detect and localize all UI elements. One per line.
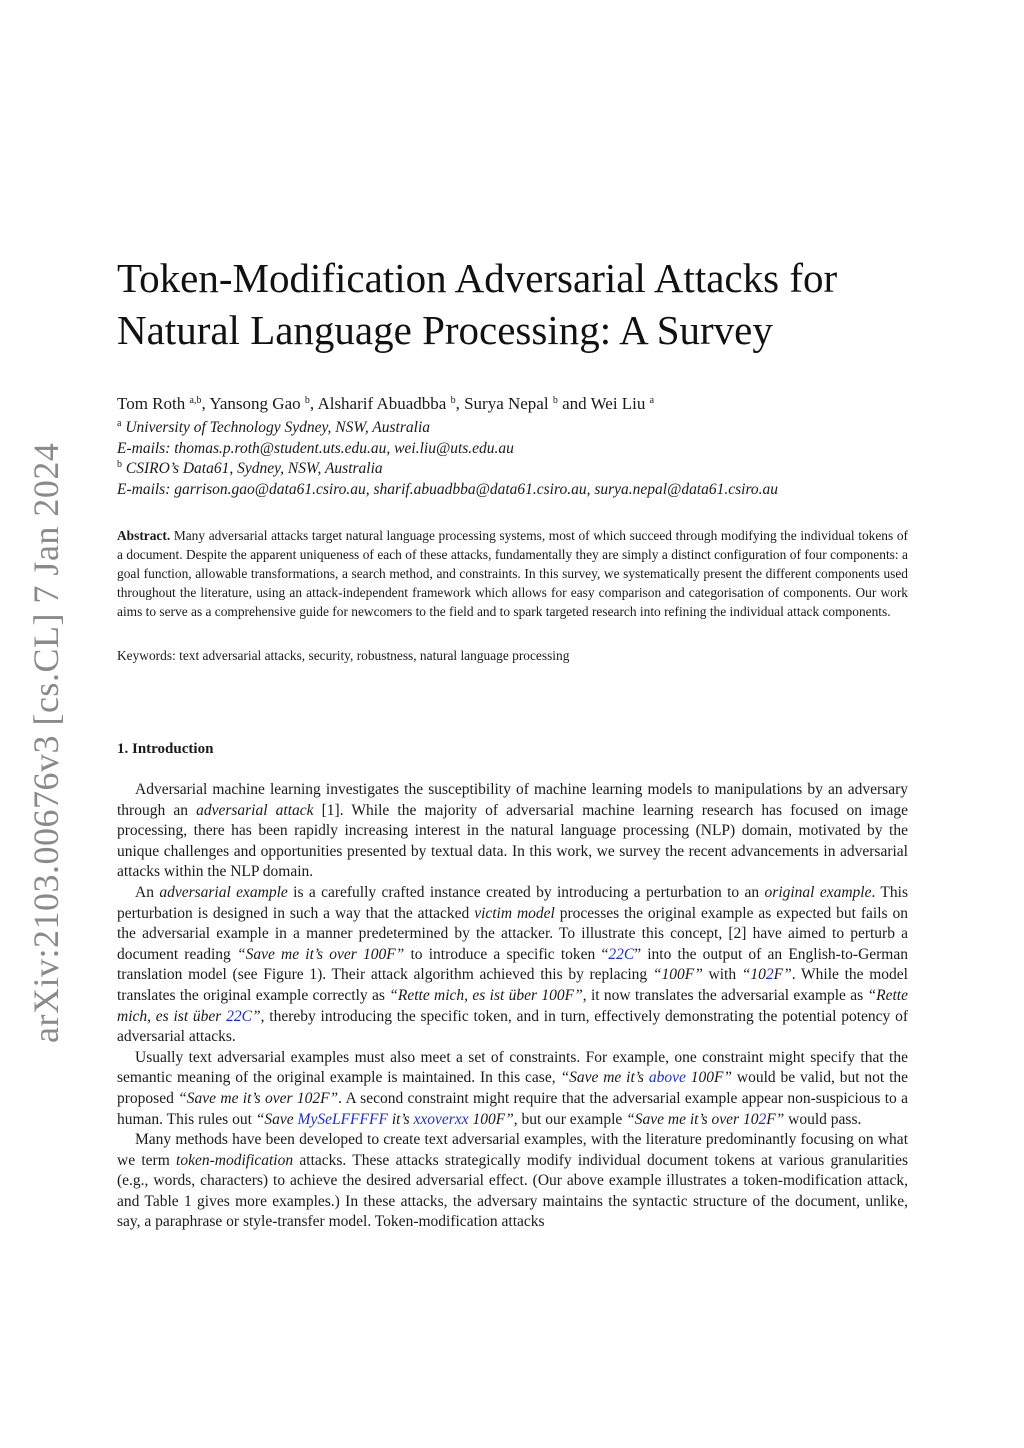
abstract-text: Many adversarial attacks target natural language processing systems, most of which succeed through modifying the individual tokens of a document. Despite the apparent uniqueness of each of these attacks, fundamentally they are simply a distinct configuration of four components: a goal function, allowable transformations, a search method, and constraints. In this survey, we systematically present the different components used throughout the literature, using an attack-independent framework which allows for easy comparison and categorisation of components. Our work aims to serve as a comprehensive guide for newcomers to the field and to spark targeted research into refining the individual attack components. <box>117 528 908 619</box>
text-run: “Rette mich, es ist über 100F” <box>389 986 583 1004</box>
text-run: . A second constraint might require that the adversarial example appear non-suspicious to a human. This rules out <box>117 1089 908 1128</box>
text-run: . While the model translates the original example correctly as <box>117 966 908 1004</box>
text-run: would be valid, but not the proposed <box>117 1069 909 1107</box>
email-line: E-mails: garrison.gao@data61.csiro.au, sharif.abuadbba@data61.csiro.au, surya.nepal@data61.csiro.au <box>117 481 779 498</box>
email-line: E-mails: thomas.p.roth@student.uts.edu.au, wei.liu@uts.edu.au <box>117 440 514 457</box>
text-run: is a carefully crafted instance created by introducing a perturbation to an <box>287 883 765 901</box>
text-run: processes the original example as expected but fails on the adversarial example in a manner predetermined by the attacker. To illustrate this concept, [2] have aimed to perturb a document reading <box>117 904 908 963</box>
text-run: adversarial attack <box>196 801 314 819</box>
text-run: “Save me it’s over 102F” <box>178 1089 339 1107</box>
text-run: attacks. These attacks strategically modify individual document tokens at various granularities (e.g., words, characters) to achieve the desired adversarial effect. (Our above example illustrates a token-modification attack, and Table 1 gives more examples.) In these attacks, the adversary maintains the syntactic structure of the document, unlike, say, a paraphrase or style-transfer model. Token-modification attacks <box>117 1151 909 1231</box>
text-run: 100F” <box>685 1069 733 1087</box>
text-run: “Save me it’s over 10 <box>626 1110 759 1128</box>
body-paragraph <box>117 883 908 1048</box>
abstract <box>117 526 908 621</box>
abstract-label: Abstract. <box>117 528 171 543</box>
text-run: original example <box>764 883 872 901</box>
text-run: victim model <box>474 904 555 922</box>
text-run: F” <box>773 966 792 984</box>
text-run: ” into the output of an English-to-German translation model (see Figure 1). Their attack algorithm achieved this by replacing <box>117 945 908 984</box>
highlighted-token: 2 <box>758 1110 767 1128</box>
title-line-2: Natural Language Processing: A Survey <box>117 307 773 353</box>
paper-title <box>117 252 917 356</box>
text-run: with <box>702 966 742 984</box>
highlighted-token: MySeLFFFFF <box>297 1110 388 1128</box>
author: Tom Roth $^{a,b}$ <box>117 394 202 413</box>
text-run: , but our example <box>513 1110 627 1128</box>
text-run: token-modification <box>176 1151 294 1169</box>
body-paragraph <box>117 1048 908 1130</box>
body-paragraph <box>117 1130 908 1233</box>
text-run: , it now translates the adversarial example as <box>582 986 868 1004</box>
introduction-body <box>117 780 908 1233</box>
text-run: [1]. While the majority of adversarial machine learning research has focused on image processing, there has been rapidly increasing interest in the natural language processing (NLP) domain, motivated by the unique challenges and opportunities presented by textual data. In this work, we survey the recent advancements in adversarial attacks within the NLP domain. <box>117 801 908 881</box>
text-run: , thereby introducing the specific token, and in turn, effectively demonstrating the potential potency of adversarial attacks. <box>117 1007 908 1046</box>
author-list: Tom Roth $^{a,b}$, Yansong Gao $^b$, Alsharif Abuadbba $^b$, Surya Nepal $^b$ and Wei Liu $^a$ <box>117 394 655 413</box>
affiliation-line: $^a$ University of Technology Sydney, NSW, Australia <box>117 418 430 436</box>
highlighted-token: above <box>648 1069 686 1087</box>
text-run: “Rette mich, es ist über <box>117 986 908 1025</box>
text-run: “Save <box>255 1110 298 1128</box>
highlighted-token: 2 <box>765 966 774 984</box>
text-run: Usually text adversarial examples must also meet a set of constraints. For example, one constraint might specify that the semantic meaning of the original example is maintained. In this case, <box>117 1048 908 1087</box>
author: Alsharif Abuadbba $^b$ <box>317 394 456 413</box>
text-run: “Save me it’s over 100F” <box>236 945 405 963</box>
text-run: it’s <box>387 1110 414 1128</box>
text-run: Adversarial machine learning investigates the susceptibility of machine learning models to manipulations by an adversary through an <box>117 781 908 819</box>
text-run: F” <box>766 1110 785 1128</box>
text-run: adversarial example <box>159 883 288 901</box>
text-run: to introduce a specific token “ <box>404 945 609 963</box>
highlighted-token: 22C <box>226 1007 252 1025</box>
text-run: Many methods have been developed to create text adversarial examples, with the literature predominantly focusing on what we term <box>117 1131 908 1169</box>
author: Surya Nepal $^b$ <box>464 394 558 413</box>
text-run: “100F” <box>652 966 703 984</box>
title-line-1: Token-Modification Adversarial Attacks for <box>117 255 838 301</box>
body-paragraph <box>117 780 908 883</box>
affiliation-line: $^b$ CSIRO’s Data61, Sydney, NSW, Australia <box>117 459 383 477</box>
text-run: “Save me it’s <box>560 1069 649 1087</box>
text-run: ” <box>251 1007 261 1025</box>
author: Wei Liu $^a$ <box>590 394 655 413</box>
text-run: An <box>135 883 160 901</box>
keywords: Keywords: text adversarial attacks, security, robustness, natural language processing <box>117 648 570 663</box>
highlighted-token: xxoverxx <box>413 1110 469 1128</box>
highlighted-token: 22C <box>608 945 635 963</box>
arxiv-identifier: arXiv:2103.00676v3 [cs.CL] 7 Jan 2024 <box>26 442 66 1043</box>
text-run: 100F” <box>468 1110 514 1128</box>
section-heading: 1. Introduction <box>117 741 214 757</box>
text-run: would pass. <box>784 1110 862 1128</box>
text-run: . This perturbation is designed in such a way that the attacked <box>117 883 908 922</box>
author: Yansong Gao $^b$ <box>209 394 310 413</box>
text-run: “10 <box>741 966 766 984</box>
